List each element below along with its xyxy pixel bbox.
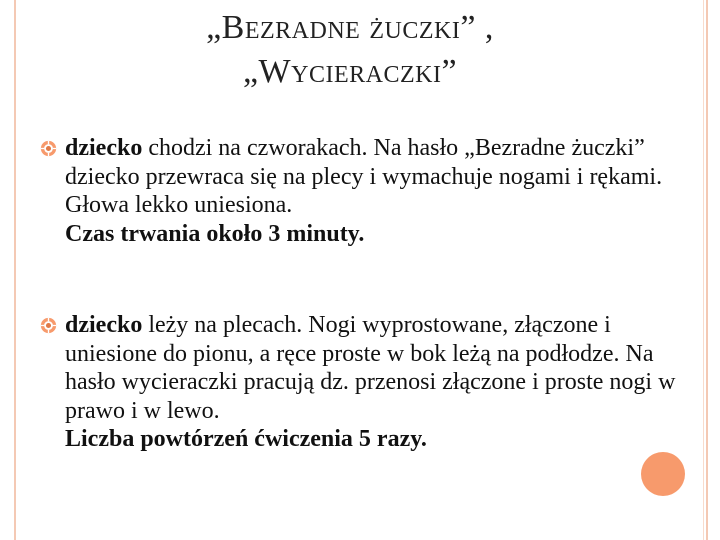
frame-left-line [14, 0, 16, 540]
bullet-body-1: chodzi na czworakach. Na hasło „Bezradne żuczki” dziecko przewraca się na plecy i wymachuje nogami i rękami. Głowa lekko uniesiona. [65, 135, 663, 218]
gear-bullet-icon [40, 140, 57, 157]
bullet-item-1 [40, 134, 680, 248]
slide-title [90, 6, 610, 94]
title-line-2: „Wycieraczki” [242, 53, 458, 90]
gear-bullet-icon [40, 317, 57, 334]
frame-right-line [706, 0, 708, 540]
bullet-emphasis-2: Liczba powtórzeń ćwiczenia 5 razy. [65, 426, 427, 452]
bullet-emphasis-1: Czas trwania około 3 minuty. [65, 220, 365, 247]
bullet-text-2 [65, 311, 680, 454]
bullet-item-2 [40, 311, 680, 454]
bullet-lead-2: dziecko [65, 312, 143, 338]
bullet-body-2: leży na plecach. Nogi wyprostowane, złączone i uniesione do pionu, a ręce proste w bok leżą na podłodze. Na hasło wycieraczki pracują dz. przenosi złączone i proste nogi w prawo i w lewo. [65, 312, 676, 424]
decorative-circle [641, 452, 685, 496]
frame-right-inner-line [703, 0, 704, 540]
bullet-text-1 [65, 134, 680, 248]
title-line-1: „Bezradne żuczki” , [206, 9, 494, 46]
bullet-lead-1: dziecko [65, 135, 143, 161]
